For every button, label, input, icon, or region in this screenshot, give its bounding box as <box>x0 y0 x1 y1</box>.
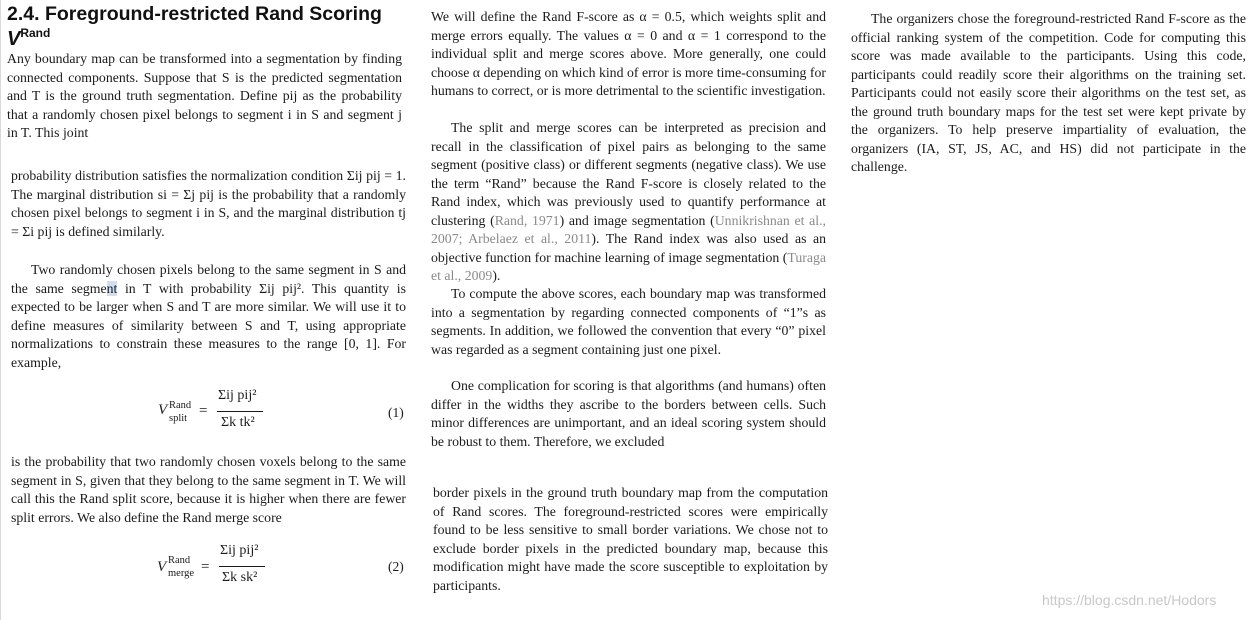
paragraph: To compute the above scores, each boundary map was transformed into a segmentation by regarding connected components of “1”s as segments. In addition, we followed the convention that every “0” pixel was regarded as a segment containing just one pixel. <box>431 286 826 357</box>
section-subheading-symbol: $V^{Rand}$ <box>7 26 51 50</box>
page-left-edge <box>0 0 1 620</box>
citation-link[interactable]: Rand, 1971 <box>494 212 560 228</box>
paragraph: One complication for scoring is that algorithms (and humans) often differ in the widths they ascribe to the borders between cells. Such minor differences are unimportant, and an ideal scoring system should be robust to them. Therefore, we excluded <box>431 378 826 449</box>
fraction-denominator: Σk sk² <box>222 570 258 585</box>
fraction-numerator: Σij pij² <box>220 543 259 558</box>
paragraph: The organizers chose the foreground-restricted Rand F-score as the official ranking system of the competition. Code for computing this score was made available to the participants. Using this code, participants could readily score their algorithms on the training set. Participants could not easily score their algorithms on the test set, as the ground truth boundary maps for the test set were kept private by the organizers. To help preserve impartiality of evaluation, the organizers (IA, ST, JS, AC, and HS) did not participate in the challenge. <box>851 11 1246 174</box>
paragraph: Any boundary map can be transformed into a segmentation by finding connected components. Suppose that S is the predicted segmentation and T is the ground truth segmentation. Define pij as the probability that a randomly chosen pixel belongs to segment i in S and segment j in T. This joint <box>7 51 402 140</box>
paragraph: probability distribution satisfies the normalization condition Σij pij = 1. The marginal distribution si = Σj pij is the probability that a randomly chosen pixel belongs to segment i in S, and the marginal distribution tj = Σi pij is defined similarly. <box>11 168 406 239</box>
section-heading: 2.4. Foreground-restricted Rand Scoring <box>7 3 382 25</box>
fraction-bar <box>219 566 265 567</box>
paragraph: Two randomly chosen pixels belong to the same segment in S and the same segment in T with probability Σij pij². This quantity is expected to be larger when S and T are more similar. We will use it to define measures of similarity between S and T, using appropriate normalizations to constrain these measures to the range [0, 1]. For example, <box>11 262 406 370</box>
fraction-numerator: Σij pij² <box>218 388 257 403</box>
equation-number: (1) <box>388 405 404 420</box>
text-selection-highlight: nt <box>106 280 118 296</box>
paragraph: We will define the Rand F-score as α = 0.5, which weights split and merge errors equally. The values α = 0 and α = 1 correspond to the individual split and merge scores above. More generally, one could choose α depending on which kind of error is more time-consuming for humans to correct, or is more detrimental to the scientific investigation. <box>431 9 826 98</box>
fraction-bar <box>217 411 263 412</box>
paragraph: is the probability that two randomly chosen voxels belong to the same segment in S, given that they belong to the same segment in T. We will call this the Rand split score, because it is higher when there are fewer split errors. We also define the Rand merge score <box>11 454 406 525</box>
fraction-denominator: Σk tk² <box>221 415 255 430</box>
citation-link[interactable]: Unnikrishnan et al., 2007; Arbelaez et al., 2011 <box>431 212 826 246</box>
paragraph: The split and merge scores can be interpreted as precision and recall in the classification of pixel pairs as belonging to the same segment (positive class) or different segments (negative class). We use the term “Rand” because the Rand F-score is closely related to the Rand index, which was previously used to quantify performance at clustering (Rand, 1971) and image segmentation (Unnikrishnan et al., 2007; Arbelaez et al., 2011). The Rand index was also used as an objective function for machine learning of image segmentation (Turaga et al., 2009). <box>431 120 826 283</box>
equation-number: (2) <box>388 559 404 574</box>
citation-link[interactable]: Turaga et al., 2009 <box>431 249 826 283</box>
paragraph: border pixels in the ground truth boundary map from the computation of Rand scores. The foreground-restricted scores were empirically found to be less sensitive to small border variations. We chose not to exclude border pixels in the predicted boundary map, because this modification might have made the score susceptible to exploitation by participants. <box>433 485 828 593</box>
watermark: https://blog.csdn.net/Hodors <box>1042 592 1217 608</box>
